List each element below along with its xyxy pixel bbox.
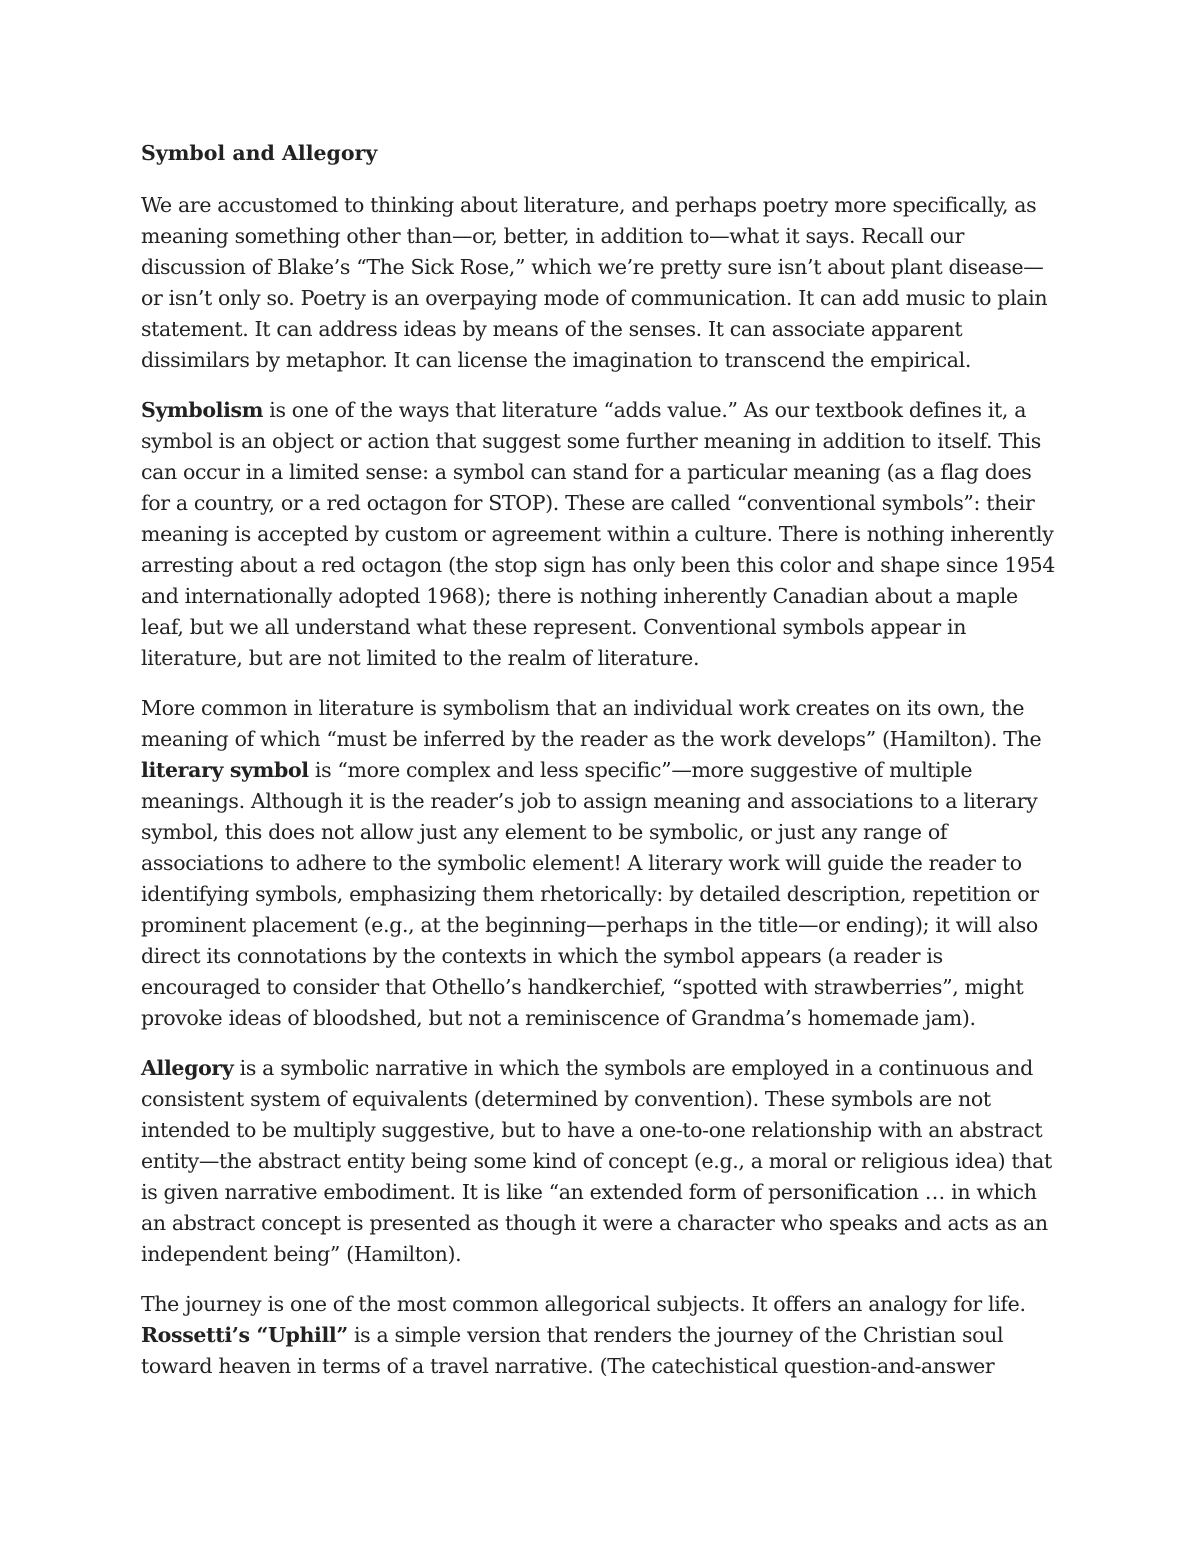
paragraph-literary-symbol (141, 693, 1061, 1034)
document-title: Symbol and Allegory (141, 141, 378, 165)
term-literary-symbol: literary symbol (141, 758, 309, 782)
paragraph-text: More common in literature is symbolism that an individual work creates on its own, the meaning of which “must be inferred by the reader as the work develops” (Hamilton). The (141, 696, 1042, 751)
paragraph-journey (141, 1289, 1061, 1382)
paragraph-text: is one of the ways that literature “adds value.” As our textbook defines it, a symbol is an object or action that suggest some further meaning in addition to itself. This can occur in a limited sense: a symbol can stand for a particular meaning (as a flag does for a country, or a red octagon for STOP). These are called “conventional symbols”: their meaning is accepted by custom or agreement within a culture. There is nothing inherently arresting about a red octagon (the stop sign has only been this color and shape since 1954 and internationally adopted 1968); there is nothing inherently Canadian about a maple leaf, but we all understand what these represent. Conventional symbols appear in literature, but are not limited to the realm of literature. (141, 398, 1055, 670)
paragraph-text: is a symbolic narrative in which the symbols are employed in a continuous and consistent system of equivalents (determined by convention). These symbols are not intended to be multiply suggestive, but to have a one-to-one relationship with an abstract entity—the abstract entity being some kind of concept (e.g., a moral or religious idea) that is given narrative embodiment. It is like “an extended form of personification … in which an abstract concept is presented as though it were a character who speaks and acts as an independent being” (Hamilton). (141, 1056, 1052, 1266)
paragraph-allegory (141, 1053, 1061, 1270)
paragraph-text: is “more complex and less specific”—more suggestive of multiple meanings. Although it is the reader’s job to assign meaning and associations to a literary symbol, this does not allow just any element to be symbolic, or just any range of associations to adhere to the symbolic element! A literary work will guide the reader to identifying symbols, emphasizing them rhetorically: by detailed description, repetition or prominent placement (e.g., at the beginning—perhaps in the title—or ending); it will also direct its connotations by the contexts in which the symbol appears (a reader is encouraged to consider that Othello’s handkerchief, “spotted with strawberries”, might provoke ideas of bloodshed, but not a reminiscence of Grandma’s homemade jam). (141, 758, 1039, 1030)
term-symbolism: Symbolism (141, 398, 264, 422)
paragraph-symbolism (141, 395, 1061, 674)
paragraph-text: The journey is one of the most common allegorical subjects. It offers an analogy for life. (141, 1292, 1026, 1316)
term-allegory: Allegory (141, 1056, 234, 1080)
paragraph-text: is a simple version that renders the journey of the Christian soul toward heaven in terms of a travel narrative. (The catechistical question-and-answer (141, 1323, 1004, 1378)
document-body (141, 138, 1061, 1401)
paragraph-text: We are accustomed to thinking about literature, and perhaps poetry more specifically, as meaning something other than—or, better, in addition to—what it says. Recall our discussion of Blake’s “The Sick Rose,” which we’re pretty sure isn’t about plant disease—or isn’t only so. Poetry is an overpaying mode of communication. It can add music to plain statement. It can address ideas by means of the senses. It can associate apparent dissimilars by metaphor. It can license the imagination to transcend the empirical. (141, 193, 1048, 372)
term-uphill: Rossetti’s “Uphill” (141, 1323, 348, 1347)
paragraph-intro (141, 190, 1061, 376)
